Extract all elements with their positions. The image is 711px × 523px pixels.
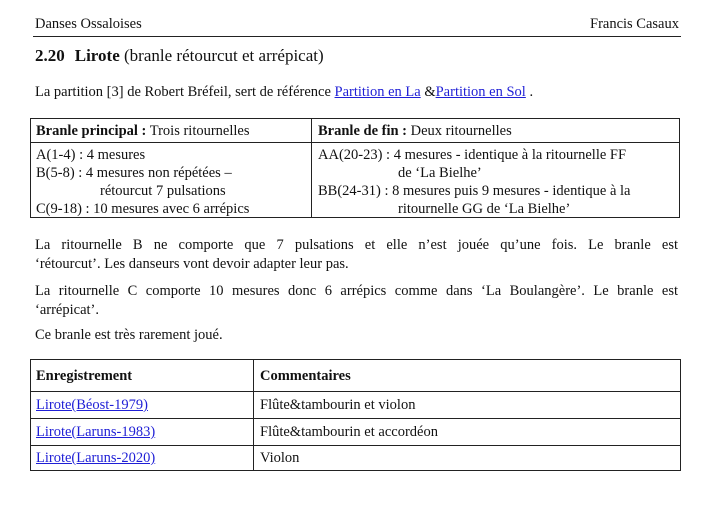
branle-fin-title: Branle de fin : bbox=[318, 123, 408, 139]
branle-principal-header bbox=[36, 122, 250, 140]
paragraph-line: ‘rétourcut’. Les danseurs vont devoir adapter leur pas. bbox=[35, 256, 349, 272]
table-header-divider bbox=[31, 142, 679, 143]
recording-link-laruns-1983[interactable]: Lirote(Laruns-1983) bbox=[36, 424, 156, 440]
section-title bbox=[35, 46, 324, 66]
fin-line: de ‘La Bielhe’ bbox=[398, 165, 482, 181]
section-number: 2.20 bbox=[35, 46, 65, 65]
paragraph-line: Ce branle est très rarement joué. bbox=[35, 327, 223, 343]
section-subtitle: (branle rétourcut et arrépicat) bbox=[124, 46, 324, 65]
table-row-divider bbox=[31, 445, 680, 446]
column-header-comments: Commentaires bbox=[260, 368, 351, 384]
recording-link-beost-1979[interactable]: Lirote(Béost-1979) bbox=[36, 397, 148, 413]
principal-line: C(9-18) : 10 mesures avec 6 arrépics bbox=[36, 201, 250, 217]
branle-table bbox=[30, 118, 680, 218]
table-row-divider bbox=[31, 418, 680, 419]
principal-line: A(1-4) : 4 mesures bbox=[36, 147, 146, 163]
recording-comment: Flûte&tambourin et accordéon bbox=[260, 424, 438, 440]
paragraph-rare bbox=[35, 326, 678, 345]
branle-fin-subtitle: Deux ritournelles bbox=[407, 123, 512, 139]
intro-end: . bbox=[525, 84, 534, 100]
paragraph-ritournelle-c bbox=[35, 282, 678, 320]
branle-fin-header bbox=[318, 122, 512, 140]
page-header bbox=[33, 14, 681, 37]
partition-la-link[interactable]: Partition en La bbox=[334, 84, 421, 100]
fin-line: ritournelle GG de ‘La Bielhe’ bbox=[398, 201, 571, 217]
paragraph-ritournelle-b bbox=[35, 236, 678, 274]
recordings-table bbox=[30, 359, 681, 471]
branle-principal-title: Branle principal : bbox=[36, 123, 147, 139]
fin-line: BB(24-31) : 8 mesures puis 9 mesures - identique à la bbox=[318, 183, 631, 199]
partition-sol-link[interactable]: Partition en Sol bbox=[435, 84, 526, 100]
branle-principal-subtitle: Trois ritournelles bbox=[146, 123, 250, 139]
section-name: Lirote bbox=[74, 46, 120, 65]
paragraph-line: ‘arrépicat’. bbox=[35, 302, 99, 318]
paragraph-line: La ritournelle B ne comporte que 7 pulsations et elle n’est jouée qu’une fois. Le branle est bbox=[35, 237, 678, 253]
column-header-recording: Enregistrement bbox=[36, 368, 133, 384]
paragraph-line: La ritournelle C comporte 10 mesures donc 6 arrépics comme dans ‘La Boulangère’. Le branle est bbox=[35, 283, 678, 299]
table-column-divider bbox=[311, 119, 312, 217]
recording-comment: Violon bbox=[260, 450, 300, 466]
header-author: Francis Casaux bbox=[590, 16, 679, 32]
table-column-divider bbox=[253, 360, 254, 470]
recording-comment: Flûte&tambourin et violon bbox=[260, 397, 416, 413]
principal-line: rétourcut 7 pulsations bbox=[100, 183, 226, 199]
intro-ampersand: & bbox=[420, 84, 436, 100]
header-left-title: Danses Ossaloises bbox=[35, 16, 142, 32]
intro-text: La partition [3] de Robert Bréfeil, sert de référence bbox=[35, 84, 335, 100]
recording-link-laruns-2020[interactable]: Lirote(Laruns-2020) bbox=[36, 450, 156, 466]
table-row-divider bbox=[31, 391, 680, 392]
intro-line bbox=[35, 84, 533, 101]
principal-line: B(5-8) : 4 mesures non répétées – bbox=[36, 165, 232, 181]
fin-line: AA(20-23) : 4 mesures - identique à la ritournelle FF bbox=[318, 147, 627, 163]
